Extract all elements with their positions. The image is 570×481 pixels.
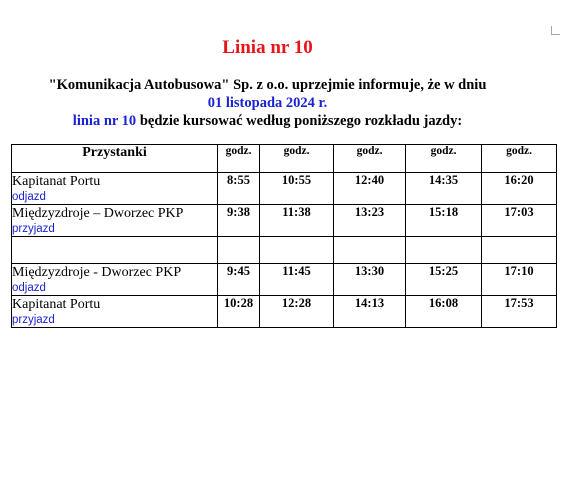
stop-cell	[12, 173, 218, 205]
time-cell: 11:38	[260, 205, 334, 237]
time-cell: 13:23	[334, 205, 406, 237]
time-header: godz.	[260, 145, 334, 173]
direction-label: odjazd	[12, 191, 46, 203]
table-row	[12, 264, 557, 296]
time-cell: 16:08	[406, 296, 482, 328]
header-row	[12, 145, 557, 173]
timetable	[11, 144, 557, 328]
stop-cell	[12, 264, 218, 296]
stop-cell	[12, 205, 218, 237]
spacer-row	[12, 237, 557, 264]
time-cell: 12:40	[334, 173, 406, 205]
table-row	[12, 205, 557, 237]
time-cell: 11:45	[260, 264, 334, 296]
time-header: godz.	[218, 145, 260, 173]
time-cell: 15:25	[406, 264, 482, 296]
table-row	[12, 173, 557, 205]
empty-cell	[406, 237, 482, 264]
page-corner-mark	[551, 26, 560, 35]
stop-cell	[12, 296, 218, 328]
time-header: godz.	[406, 145, 482, 173]
announcement-date: 01 listopada 2024 r.	[207, 95, 328, 111]
stops-header: Przystanki	[12, 145, 218, 173]
empty-cell	[218, 237, 260, 264]
line-reference: linia nr 10	[72, 113, 137, 129]
table-row	[12, 296, 557, 328]
empty-cell	[334, 237, 406, 264]
time-cell: 9:38	[218, 205, 260, 237]
empty-cell	[12, 237, 218, 264]
time-cell: 14:13	[334, 296, 406, 328]
time-cell: 17:53	[482, 296, 557, 328]
announcement-rest: będzie kursować według poniższego rozkładu jazdy:	[136, 113, 463, 129]
stop-name: Kapitanat Portu	[12, 174, 101, 189]
direction-label: odjazd	[12, 282, 46, 294]
direction-label: przyjazd	[12, 223, 55, 235]
time-cell: 17:10	[482, 264, 557, 296]
stop-name: Międzyzdroje - Dworzec PKP	[12, 265, 182, 280]
time-cell: 16:20	[482, 173, 557, 205]
time-cell: 15:18	[406, 205, 482, 237]
time-cell: 10:55	[260, 173, 334, 205]
time-cell: 17:03	[482, 205, 557, 237]
stop-name: Międzyzdroje – Dworzec PKP	[12, 206, 184, 221]
time-cell: 9:45	[218, 264, 260, 296]
time-cell: 8:55	[218, 173, 260, 205]
empty-cell	[260, 237, 334, 264]
empty-cell	[482, 237, 557, 264]
document-title: Linia nr 10	[222, 37, 313, 58]
direction-label: przyjazd	[12, 314, 55, 326]
announcement-line: "Komunikacja Autobusowa" Sp. z o.o. uprzejmie informuje, że w dniu	[48, 77, 487, 93]
time-cell: 10:28	[218, 296, 260, 328]
time-cell: 13:30	[334, 264, 406, 296]
time-cell: 14:35	[406, 173, 482, 205]
announcement-schedule-line	[0, 112, 535, 131]
time-header: godz.	[334, 145, 406, 173]
stop-name: Kapitanat Portu	[12, 297, 101, 312]
time-cell: 12:28	[260, 296, 334, 328]
time-header: godz.	[482, 145, 557, 173]
